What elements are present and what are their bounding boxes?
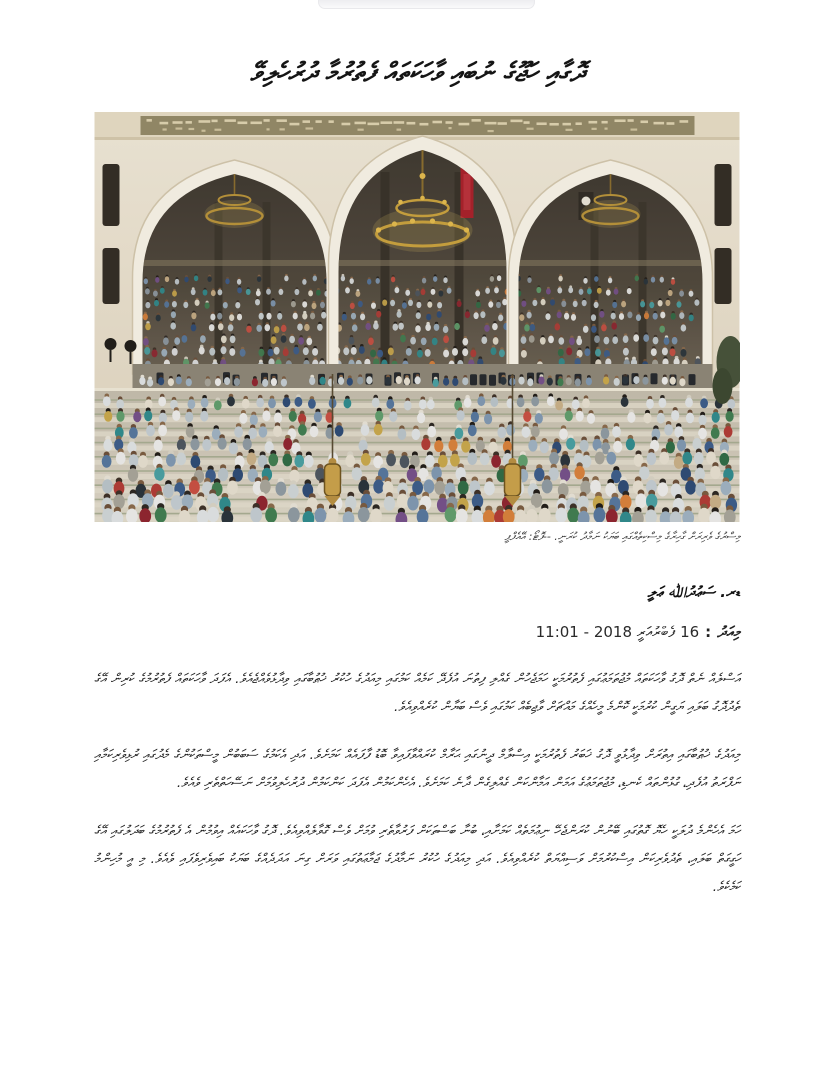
article-paragraph-1: އަސްލެއް ނެތް ދޮގު ވާހަކަތައް މުޖުތަމަޢުގައި ފެތުރުމަކީ ހަމަޖެހުން ގެއްލި ފިތުނަ އުފެދޭ ކަމެއް ކަމުގައި މިއަދުގެ ހުކުރު ޚުޠުބާގައި ވިދާޅުވެއްޖެއެވެ. އެފަދަ ވާހަކަތައް ފެތުރުމުގެ ކުރިން އޭގެ ތެދުދޮގު ބަލައި ޔަގީން ކުރުމަކީ ކޮންމެ މީހެއްގެ މައްޗަށް ވާޖިބެއް ކަމުގައި ވެސް ބަޔާން ކުރެއްވިއެވެ. (94, 671, 740, 715)
article (94, 0, 740, 901)
dateline-value: 16 ފެބްރުއަރީ 2018 - 11:01 (535, 623, 700, 641)
dateline-label: މިއަދު (717, 623, 740, 641)
photo-caption: މިސްރުގެ ވެރިރަށް ގާހިރާގެ މިސްކިތެއްގައި ބަޔަކު ނަމާދު ކުރަނީ. --ފޮޓޯ: އޭއެފްޕީ (504, 530, 740, 543)
dateline-separator: : (705, 623, 712, 641)
photo-tone (95, 112, 740, 522)
mosque-congregation-photo (94, 112, 740, 522)
article-paragraph-3: ހަމަ އެހެންމެ ދުލަކީ ހެޔޮ ގޮތުގައި ބޭނުން ކުރަންޖެހޭ ނިޢުމަތެއް ކަމަށާއި، ބުނާ ބަސްތަކަށް ފަރުވާތެރި ވުމަށް ވެސް ގޮވާލެއްވިއެވެ. ދޮގު ވާހަކައެއް އިވުމުން އެ ފެތުރުމުގެ ބަދަލުގައި އޭގެ ހަގީގަތް ބަލައި، ތެދުވެރިކަން އިސްކުރުމަށް ވަސިއްޔަތް ކުރެއްވިއެވެ. އަދި މިއަދުގެ ހުކުރު ނަމާދުގެ ޖަމާޢަތުގައި ވަރަށް ގިނަ އަދަދެއްގެ ބަޔަކު ބައިވެރިވެފައި ވެއެވެ. މި އީ މުހިންމު ކަމެކެވެ. (94, 823, 740, 895)
article-photo (94, 112, 740, 522)
article-paragraph-2: މިއަދުގެ ޚުޠުބާގައި އިތުރަށް ވިދާޅުވީ ދޮގު ޚަބަރު ފެތުރުމަކީ އިސްލާމް ދީނުގައި ޙަރާމް ކުރައްވާފައިވާ ބޮޑު ފާފައެއް ކަމަށެވެ. އަދި އެކަމުގެ ސަބަބުން މީސްތަކުންގެ މެދުގައި ރުޅިވެރިކަމާއި ނަފްރަތު އުފެދި، ގުޅުންތައް ކެނޑި، މުޖުތަމަޢުގެ އަމަން އަމާންކަން ގެއްލިގެން ދާނެ ކަމަށެވެ. އެހެންކަމުން އެފަދަ ކަންކަމުން ދުރުހެލިވުމަށް ނަސޭހަތްތެރި ވެއެވެ. (94, 747, 740, 791)
byline: ޑރ. ސަޢުދުﷲ ޢަލީ (647, 583, 740, 601)
dateline (94, 619, 740, 645)
article-title: ދޮގާއި ހަޖޫގެ ނުބައި ވާހަކަތައް ފެތުރުމާ ދުރުހެލިވޭ (250, 58, 584, 88)
